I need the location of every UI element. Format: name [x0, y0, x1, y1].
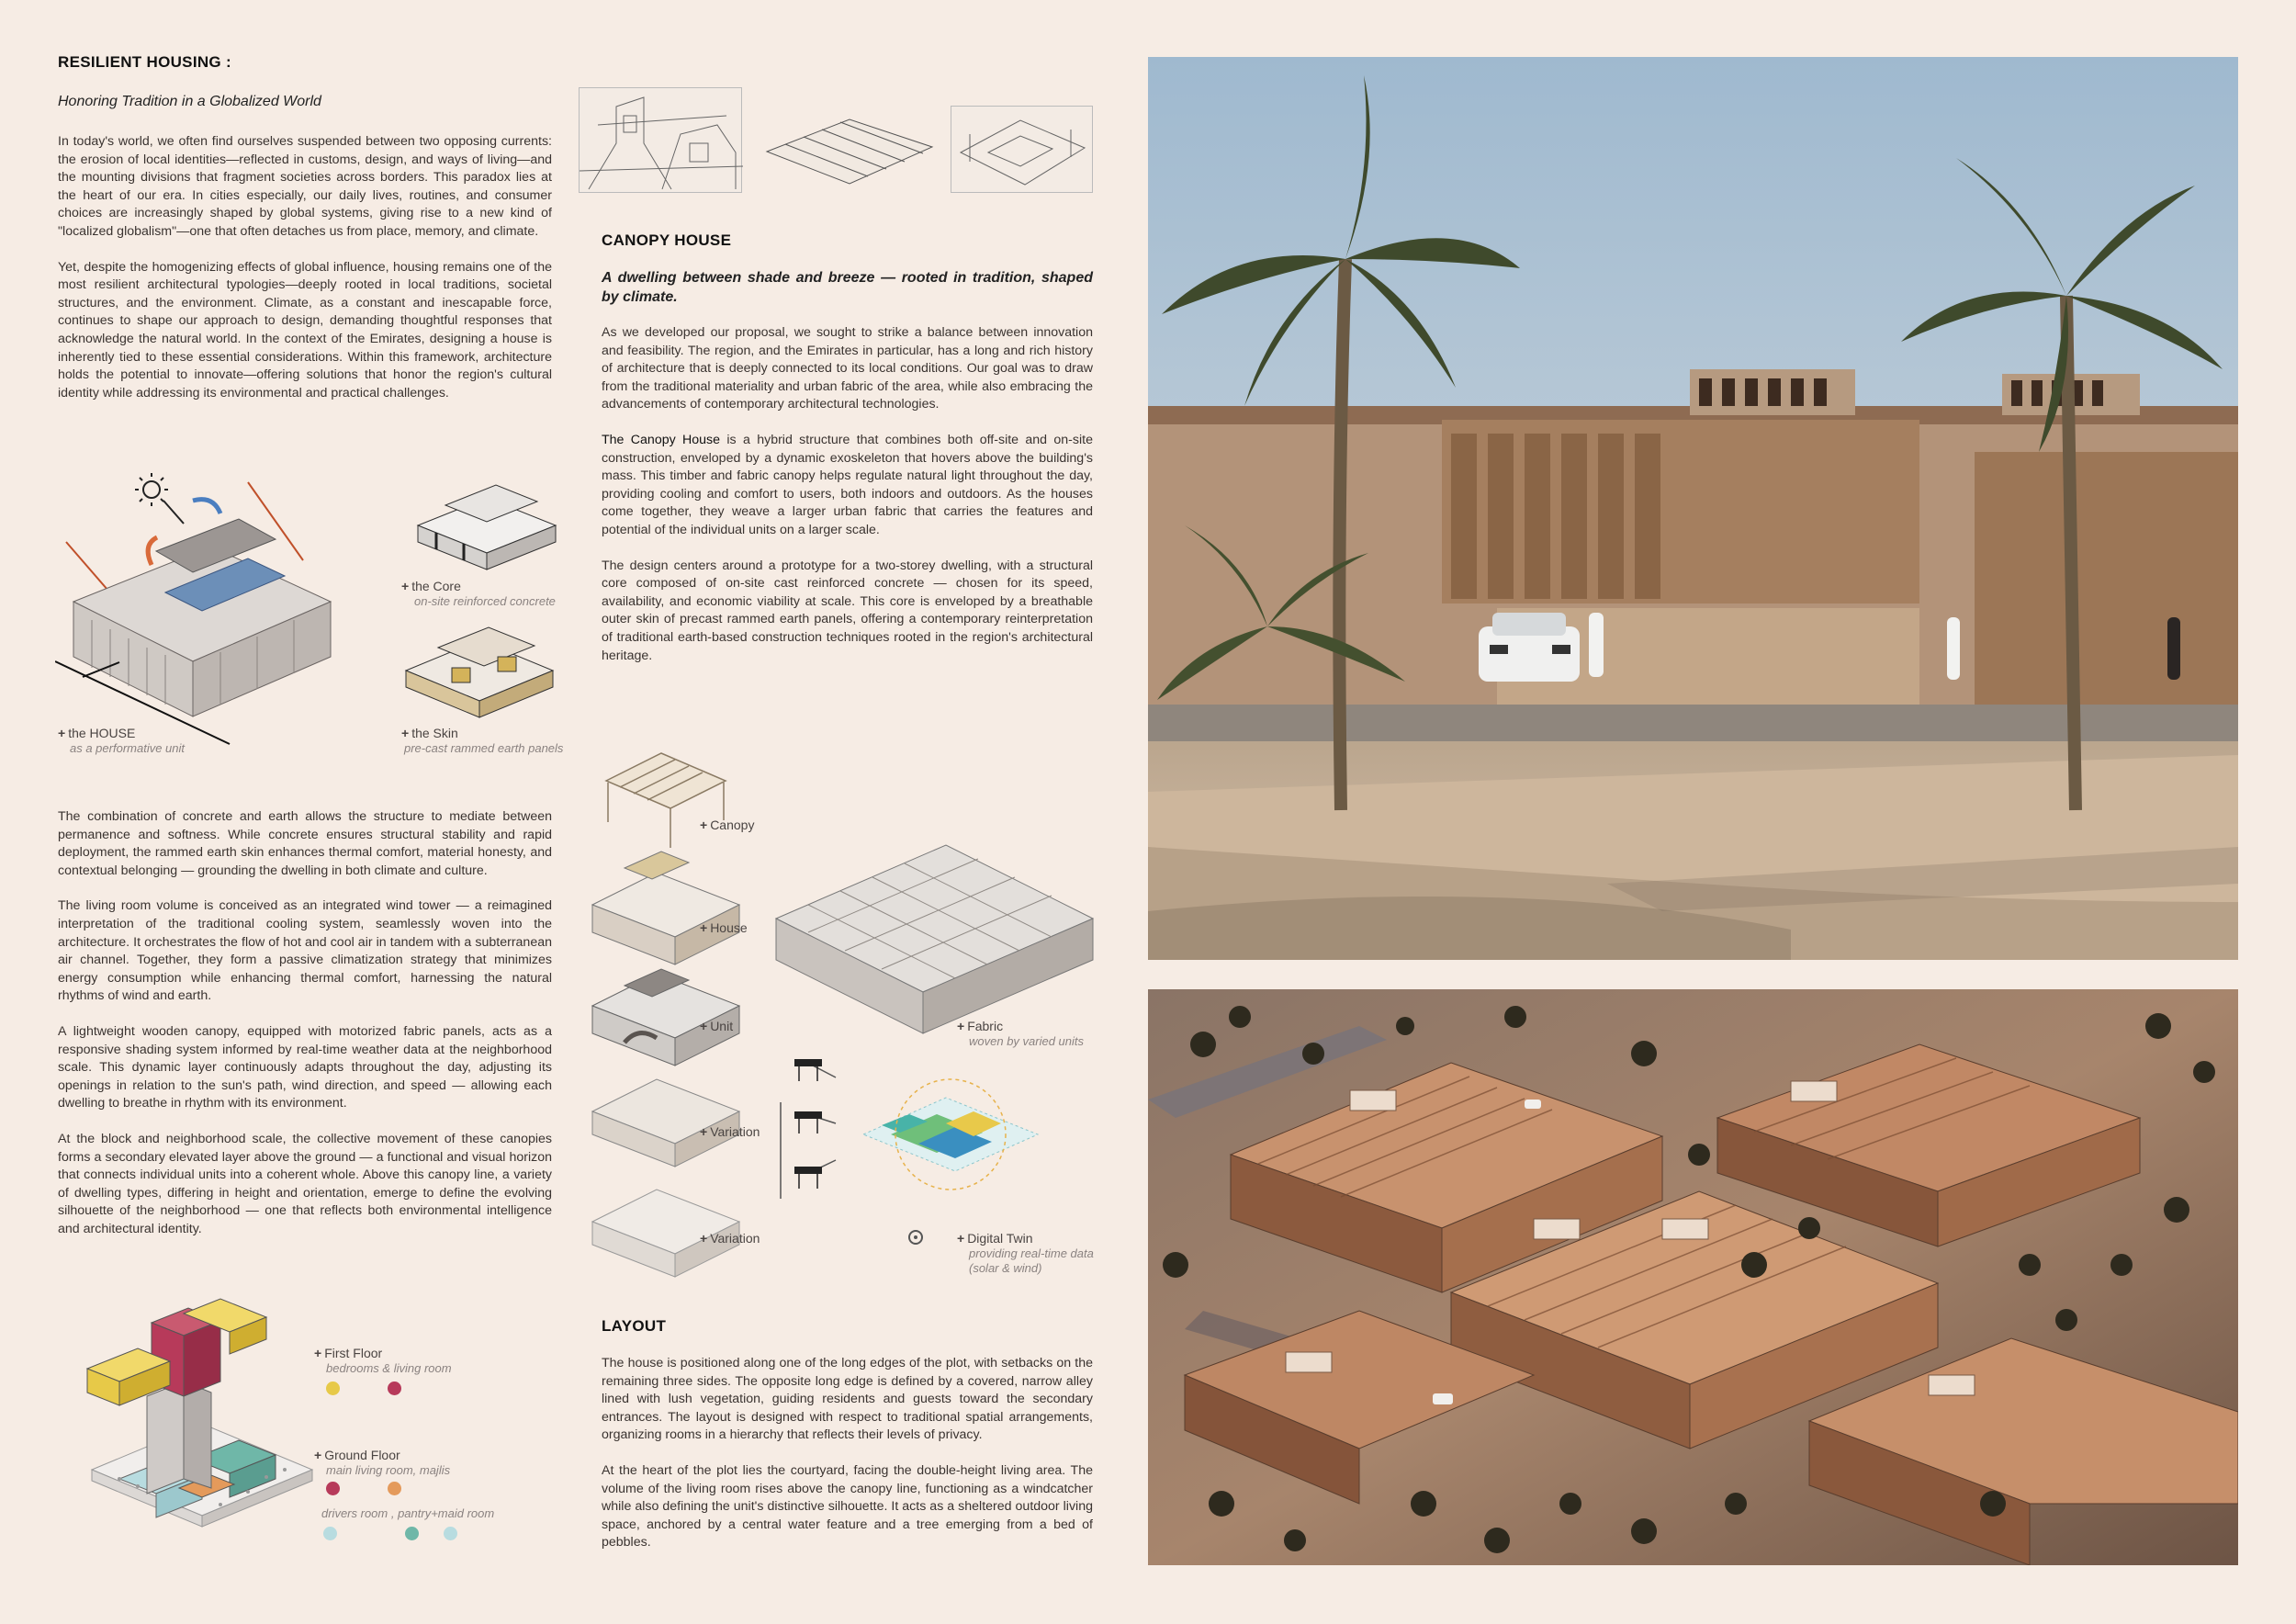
core-sublabel: on-site reinforced concrete [414, 594, 556, 608]
concept-text [58, 808, 552, 1256]
car-icon [1479, 613, 1580, 682]
canopy-text [602, 324, 1093, 682]
street-render-image [1148, 57, 2238, 960]
page-subtitle: Honoring Tradition in a Globalized World [58, 94, 321, 109]
concept-paragraph-2: The living room volume is conceived as an integrated wind tower — a reimagined interpretation of the traditional cooling system, seamlessly woven into the architecture. It orchestrates the flow of hot and cool air in tandem with a subterranean air channel. Together, they form a passive climatization strategy that minimizes energy consumption while enhancing thermal comfort, harnessing the natural rhythms of wind and earth. [58, 898, 552, 1004]
assembly-label-variation-1: + Variation [700, 1124, 760, 1139]
skin-sublabel: pre-cast rammed earth panels [404, 741, 564, 755]
concept-paragraph-4: At the block and neighborhood scale, the collective movement of these canopies forms a secondary elevated layer above the ground — a functional and visual horizon that connects individual units into a coherent whole. Above this canopy line, a variety of dwelling types, differing in height and orientation, emerge to define the evolving silhouette of the neighborhood — one that reflects both environmental intelligence and architectural identity. [58, 1131, 552, 1236]
layout-title: LAYOUT [602, 1317, 667, 1335]
canopy-paragraph-3: The design centers around a prototype for a two-storey dwelling, with a structural core composed of on-site cast reinforced concrete — chosen for its speed, availability, and economic viability at scale. This core is enveloped by a breathable outer skin of precast rammed earth panels, offering a contemporary reinterpretation of traditional earth-based construction techniques rooted in the region's architectural heritage. [602, 558, 1093, 663]
core-label: + the Core [401, 579, 461, 593]
first-floor-sublabel: bedrooms & living room [326, 1361, 452, 1375]
canopy-paragraph-1: As we developed our proposal, we sought to strike a balance between innovation and feasibility. The region, and the Emirates in particular, has a long and rich history of architecture that is deeply connected to its local conditions. Our goal was to draw from the traditional materiality and urban fabric of the area, while also embracing the advancements of contemporary architectural technologies. [602, 325, 1093, 412]
assembly-label-house: + House [700, 920, 748, 935]
house-label: + the HOUSE [58, 726, 136, 740]
sketch-street [579, 87, 742, 193]
concept-paragraph-3: A lightweight wooden canopy, equipped with motorized fabric panels, acts as a responsive shading system informed by real-time weather data at the neighborhood scale. This dynamic layer continuously adapts throughout the day, adjusting its openings in relation to the sun's path, wind direction, and speed — allowing each dwelling to breathe in rhythm with its environment. [58, 1023, 552, 1111]
canopy-house-title: CANOPY HOUSE [602, 231, 732, 249]
legend-dot-yellow [326, 1382, 340, 1395]
sketch-roofs [758, 106, 941, 190]
gear-icon [909, 1231, 922, 1244]
assembly-label-digital-twin: + Digital Twin [957, 1231, 1033, 1246]
assembly-label-unit: + Unit [700, 1019, 734, 1033]
layout-paragraph-2: At the heart of the plot lies the courtyard, facing the double-height living area. The volume of the living room rises above the canopy line, functioning as a windcatcher while also defining the unit's distinctive silhouette. It acts as a sheltered outdoor living space, anchored by a central water feature and a tree emerging from a bed of pebbles. [602, 1462, 1093, 1551]
ground-floor-label: + Ground Floor [314, 1448, 400, 1462]
assembly-diagram [588, 739, 1102, 1286]
fabric-block [776, 845, 1093, 1033]
program-diagram [83, 1295, 321, 1534]
assembly-sublabel-digital-twin-1: providing real-time data [969, 1246, 1094, 1260]
intro-paragraph-1: In today's world, we often find ourselves suspended between two opposing currents: the erosion of local identities—reflected in customs, design, and ways of living—and the mounting divisions that fragment societies across borders. This paradox lies at the heart of our era. In cities especially, our daily lives, routines, and consumer choices are increasingly shaped by global systems, giving rise to a new kind of "localized globalism"—one that often detaches us from place, memory, and climate. [58, 134, 552, 239]
assembly-label-variation-2: + Variation [700, 1231, 760, 1246]
assembly-sublabel-digital-twin-2: (solar & wind) [969, 1261, 1042, 1275]
house-performative-diagram [55, 464, 441, 758]
core-diagram [409, 479, 565, 571]
layout-paragraph-1: The house is positioned along one of the long edges of the plot, with setbacks on the remaining three sides. The opposite long edge is defined by a covered, narrow alley lined with lush vegetation, guiding residents and guests toward the secondary entrances. The layout is designed with respect to traditional spatial arrangements, organizing rooms in a hierarchy that reflects their levels of privacy. [602, 1356, 1093, 1443]
assembly-label-canopy: + Canopy [700, 818, 755, 832]
house-layer [592, 851, 739, 964]
wind-arrow-icon [193, 500, 220, 513]
concept-paragraph-1: The combination of concrete and earth allows the structure to mediate between permanence and softness. While concrete ensures structural stability and rapid deployment, the rammed earth skin enhances thermal comfort, material honesty, and contextual belonging — grounding the dwelling in both climate and culture. [58, 809, 552, 878]
canopy-paragraph-2 [602, 432, 1093, 540]
skin-label: + the Skin [401, 726, 458, 740]
ground-floor-legend [326, 1482, 401, 1500]
canopy-layer [606, 753, 726, 848]
legend-dot-teal [405, 1527, 419, 1540]
canopy-lead: A dwelling between shade and breeze — rooted in tradition, shaped by climate. [602, 270, 1093, 305]
first-floor-legend [326, 1382, 401, 1400]
legend-dot-crimson [326, 1482, 340, 1495]
sun-icon [135, 473, 184, 524]
service-sublabel: drivers room , pantry+maid room [321, 1506, 495, 1520]
first-floor-label: + First Floor [314, 1346, 383, 1360]
canopy-paragraph-2-rest: is a hybrid structure that combines both off-site and on-site construction, enveloped by a dynamic exoskeleton that hovers above the building's mass. This timber and fabric canopy helps regulate natural light throughout the day, providing cooling and comfort to users, both indoors and outdoors. As the houses come together, they weave a larger urban fabric that carries the features and potential of the individual units on a larger scale. [602, 432, 1093, 537]
intro-paragraph-2: Yet, despite the homogenizing effects of global influence, housing remains one of the most resilient architectural typologies—deeply rooted in local traditions, societal structures, and the environment. Climate, as a constant and inescapable force, continues to shape our approach to design, demanding thoughtful responses that acknowledge the natural world. In the context of the Emirates, designing a house is inherently tied to these essential considerations. Within this framework, architecture holds the potential to innovate—offering solutions that honor the region's cultural identity while addressing its environmental and practical challenges. [58, 259, 552, 400]
page-title: RESILIENT HOUSING : [58, 53, 231, 71]
assembly-sublabel-fabric: woven by varied units [969, 1034, 1085, 1048]
house-sublabel: as a performative unit [70, 741, 186, 755]
legend-dot-lightblue [444, 1527, 457, 1540]
aerial-render-image [1148, 989, 2238, 1565]
layout-text [602, 1355, 1093, 1570]
sketch-courtyard [951, 106, 1093, 193]
legend-dot-orange [388, 1482, 401, 1495]
skin-diagram [397, 620, 562, 721]
legend-dot-lightblue [323, 1527, 337, 1540]
assembly-label-fabric: + Fabric [957, 1019, 1004, 1033]
unit-layer [592, 969, 739, 1066]
digital-twin-diagram [863, 1079, 1038, 1190]
service-legend [323, 1527, 457, 1545]
ground-floor-sublabel: main living room, majlis [326, 1463, 451, 1477]
canopy-house-name: The Canopy House [602, 432, 721, 447]
legend-dot-crimson [388, 1382, 401, 1395]
intro-text [58, 133, 552, 420]
